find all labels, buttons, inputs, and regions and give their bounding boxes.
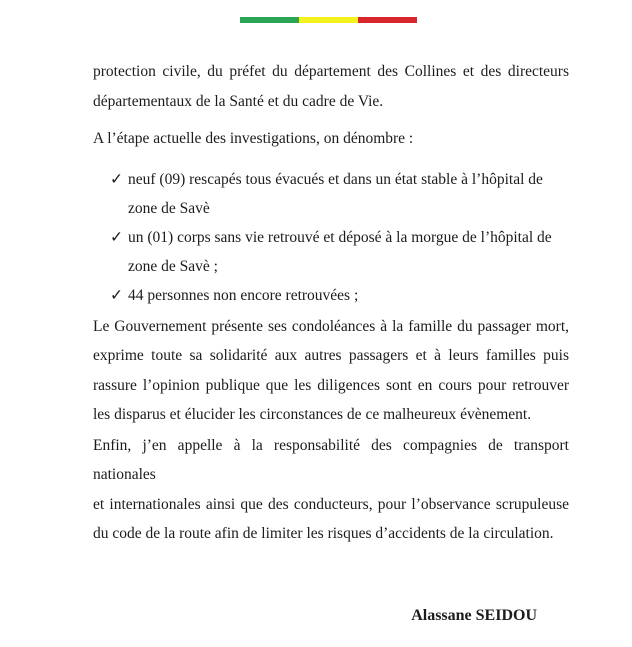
paragraph-line: Le Gouvernement présente ses condoléances à la famille du passager mort, <box>93 317 569 335</box>
paragraph-line: Enfin, j’en appelle à la responsabilité des compagnies de transport nationales <box>93 436 569 483</box>
paragraph-line: exprime toute sa solidarité aux autres passagers et à leurs familles puis <box>93 347 569 364</box>
list-item-text <box>128 223 569 281</box>
list-item <box>110 223 569 281</box>
signature-name: Alassane SEIDOU <box>411 607 537 624</box>
document-body <box>93 57 569 549</box>
bullet-list <box>93 165 569 310</box>
paragraph-line: A l’étape actuelle des investigations, on dénombre : <box>93 130 414 147</box>
list-item <box>110 281 569 310</box>
paragraph <box>93 124 569 154</box>
paragraph-line: rassure l’opinion publique que les diligences sont en cours pour retrouver <box>93 376 569 394</box>
benin-flag-bar <box>240 17 417 23</box>
list-item-line: 44 personnes non encore retrouvées ; <box>128 286 359 304</box>
list-item-text <box>128 165 569 223</box>
paragraph <box>93 312 569 430</box>
list-item <box>110 165 569 223</box>
paragraph-line: départementaux de la Santé et du cadre de Vie. <box>93 92 384 110</box>
paragraph-line: du code de la route afin de limiter les risques d’accidents de la circulation. <box>93 525 554 542</box>
list-item-line: zone de Savè <box>128 199 210 217</box>
list-item-line: zone de Savè ; <box>128 257 218 275</box>
checkmark-icon: ✓ <box>110 228 123 246</box>
flag-red-segment <box>358 17 417 23</box>
paragraph <box>93 431 569 549</box>
list-item-line: neuf (09) rescapés tous évacués et dans un état stable à l’hôpital de <box>128 170 543 188</box>
list-item-text <box>128 281 569 310</box>
paragraph-line: les disparus et élucider les circonstances de ce malheureux évènement. <box>93 406 532 423</box>
checkmark-icon: ✓ <box>110 286 123 304</box>
checkmark-icon: ✓ <box>110 170 123 188</box>
flag-yellow-segment <box>299 17 358 23</box>
paragraph <box>93 57 569 116</box>
paragraph-line: et internationales ainsi que des conducteurs, pour l’observance scrupuleuse <box>93 495 569 513</box>
list-item-line: un (01) corps sans vie retrouvé et déposé à la morgue de l’hôpital de <box>128 228 552 246</box>
paragraph-line: protection civile, du préfet du département des Collines et des directeurs <box>93 63 569 80</box>
flag-green-segment <box>240 17 299 23</box>
